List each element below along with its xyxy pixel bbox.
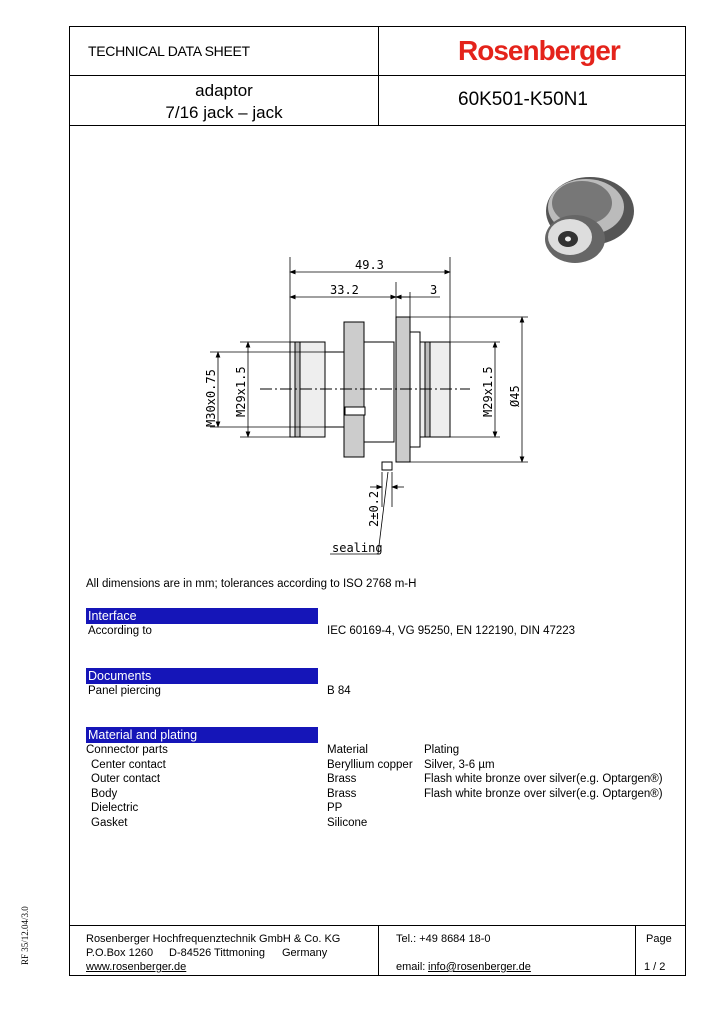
footer-city: D-84526 Tittmoning xyxy=(169,947,265,959)
sealing-label: sealing xyxy=(332,541,383,555)
dim-left: 33.2 xyxy=(330,283,359,297)
product-photo xyxy=(545,177,634,263)
material-row-part: Center contact xyxy=(91,759,166,771)
material-row-material: Beryllium copper xyxy=(327,759,413,771)
page-label: Page xyxy=(646,933,672,945)
footer-vdivider-1 xyxy=(378,925,379,975)
doc-title: TECHNICAL DATA SHEET xyxy=(88,43,250,59)
side-code: RF 35/12.04/3.0 xyxy=(20,906,30,965)
material-header-material: Material xyxy=(327,744,368,756)
material-row-plating: Silver, 3-6 µm xyxy=(424,759,495,771)
material-row-part: Gasket xyxy=(91,817,128,829)
technical-drawing xyxy=(70,127,685,567)
thread-inner-left: M29x1.5 xyxy=(234,366,248,417)
header-vdivider xyxy=(378,27,379,125)
documents-value: B 84 xyxy=(327,685,351,697)
footer-email-label: email: xyxy=(396,961,426,973)
thread-right: M29x1.5 xyxy=(481,366,495,417)
interface-value: IEC 60169-4, VG 95250, EN 122190, DIN 47223 xyxy=(327,625,576,637)
material-row-material: Brass xyxy=(327,773,357,785)
brand-logo: Rosenberger xyxy=(458,35,620,66)
material-header-part: Connector parts xyxy=(86,744,168,756)
diameter: Ø45 xyxy=(508,385,522,407)
product-desc: 7/16 jack – jack xyxy=(165,103,283,122)
section-material-title: Material and plating xyxy=(86,727,318,743)
part-number: 60K501-K50N1 xyxy=(458,89,588,110)
material-row-plating: Flash white bronze over silver(e.g. Optargen®) xyxy=(424,773,663,785)
material-row-part: Dielectric xyxy=(91,802,139,814)
material-row-part: Outer contact xyxy=(91,773,161,785)
dim-overall: 49.3 xyxy=(355,258,384,272)
website-link[interactable]: www.rosenberger.de xyxy=(86,961,187,973)
footer-pobox: P.O.Box 1260 xyxy=(86,947,154,959)
product-type: adaptor xyxy=(195,81,253,100)
datasheet-frame xyxy=(69,26,686,976)
dim-right: 3 xyxy=(430,283,438,297)
section-interface-title: Interface xyxy=(86,608,318,624)
material-row-material: Brass xyxy=(327,788,357,800)
header-divider-2 xyxy=(70,125,685,126)
section-documents-title: Documents xyxy=(86,668,318,684)
page-number: 1 / 2 xyxy=(644,961,666,973)
material-row-part: Body xyxy=(91,788,118,800)
material-header-plating: Plating xyxy=(424,744,460,756)
gap-dim: 2±0.2 xyxy=(367,490,381,527)
material-row-plating: Flash white bronze over silver(e.g. Optargen®) xyxy=(424,788,663,800)
thread-outer-left: M30x0.75 xyxy=(204,369,218,427)
material-row-material: Silicone xyxy=(327,817,368,829)
dimensions-note: All dimensions are in mm; tolerances according to ISO 2768 m-H xyxy=(86,578,417,590)
material-row-material: PP xyxy=(327,802,343,814)
footer-country: Germany xyxy=(282,947,328,959)
email-link[interactable]: info@rosenberger.de xyxy=(428,961,531,973)
footer-company: Rosenberger Hochfrequenztechnik GmbH & Co. KG xyxy=(86,933,341,945)
footer-vdivider-2 xyxy=(635,925,636,975)
documents-label: Panel piercing xyxy=(88,685,161,697)
footer-tel: Tel.: +49 8684 18-0 xyxy=(396,933,491,945)
interface-label: According to xyxy=(88,625,152,637)
